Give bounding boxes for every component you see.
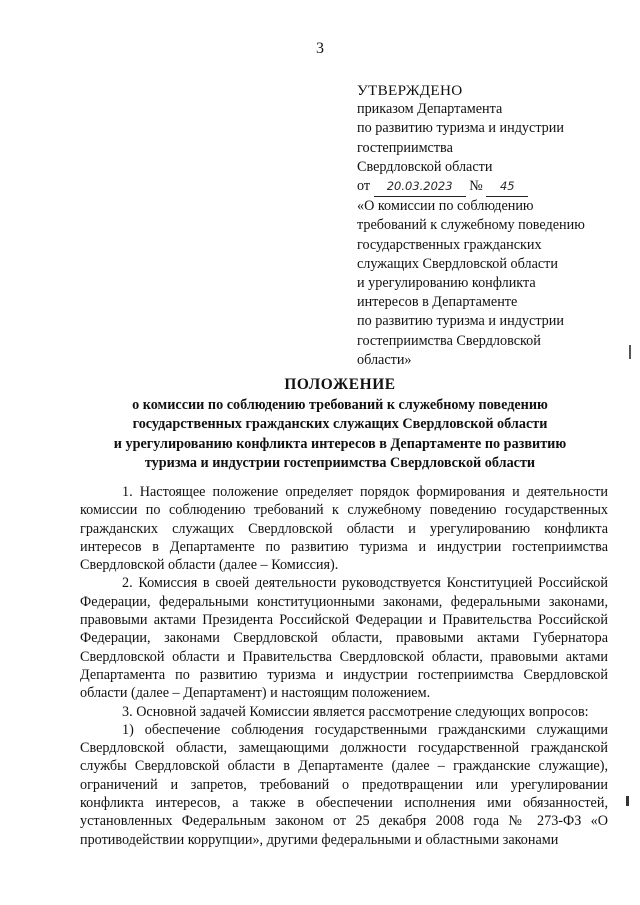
scan-artifact <box>626 796 629 806</box>
subject-line: «О комиссии по соблюдению <box>357 198 534 215</box>
approval-line: Свердловской области <box>357 158 493 175</box>
handwritten-date: 20.03.2023 <box>374 177 466 197</box>
approval-stamp-block <box>357 81 627 370</box>
heading-subtitle-line: туризма и индустрии гостеприимства Свердловской области <box>144 455 536 471</box>
approval-line: гостеприимства <box>357 139 453 156</box>
subject-line: области» <box>357 351 412 368</box>
date-prefix: от <box>357 178 371 195</box>
subject-line: и урегулированию конфликта <box>357 275 536 292</box>
approval-line: приказом Департамента <box>357 101 503 118</box>
paragraph-2: 2. Комиссия в своей деятельности руководствуется Конституцией Российской Федерации, федеральными конституционными законами, федеральными законами, правовыми актами Президента Российской Федерации и Правительства Российской Федерации, законами Свердловской области, правовыми актами Губернатора Свердловской области и Правительства Свердловской области, правовыми актами Департамента по развитию туризма и индустрии гостеприимства Свердловской области (далее – Департамент) и настоящим положением. <box>80 575 608 702</box>
document-body <box>80 483 608 849</box>
approval-line: по развитию туризма и индустрии <box>357 120 564 137</box>
order-date-number-line <box>357 177 627 197</box>
subject-line: по развитию туризма и индустрии <box>357 313 564 330</box>
heading-subtitle-line: и урегулированию конфликта интересов в Департаменте по развитию <box>113 435 567 452</box>
paragraph-3-item-1: 1) обеспечение соблюдения государственными гражданскими служащими Свердловской области, замещающими должности государственной гражданской службы Свердловской области в Департаменте (далее – гражданские служащие), ограничений и запретов, требований о предотвращении или урегулировании конфликта интересов, а также в обеспечении исполнения ими обязанностей, установленных Федеральным законом от 25 декабря 2008 года № 273-ФЗ «О противодействии коррупции», другими федеральными и областными законами <box>80 721 608 848</box>
heading-subtitle-line: о комиссии по соблюдению требований к служебному поведению <box>132 396 548 413</box>
approved-label: УТВЕРЖДЕНО <box>357 82 463 99</box>
heading-subtitle-line: государственных гражданских служащих Свердловской области <box>132 416 548 432</box>
paragraph-3: 3. Основной задачей Комиссии является рассмотрение следующих вопросов: <box>122 703 589 720</box>
scan-artifact <box>629 345 631 359</box>
subject-line: требований к служебному поведению <box>357 217 585 234</box>
subject-line: гостеприимства Свердловской <box>357 332 541 349</box>
paragraph-1: 1. Настоящее положение определяет порядок формирования и деятельности комиссии по соблюдению требований к служебному поведению государственных гражданских служащих Свердловской области и урегулированию конфликта интересов в Департаменте по развитию туризма и индустрии гостеприимства Свердловской области (далее – Комиссия). <box>80 484 608 574</box>
handwritten-number: 45 <box>486 177 528 197</box>
number-prefix: № <box>469 178 483 195</box>
subject-line: государственных гражданских <box>357 236 542 253</box>
subject-line: интересов в Департаменте <box>357 294 518 311</box>
document-title: ПОЛОЖЕНИЕ <box>284 376 396 393</box>
page-number: 3 <box>316 40 324 57</box>
regulation-heading <box>60 375 620 474</box>
subject-line: служащих Свердловской области <box>357 255 558 272</box>
